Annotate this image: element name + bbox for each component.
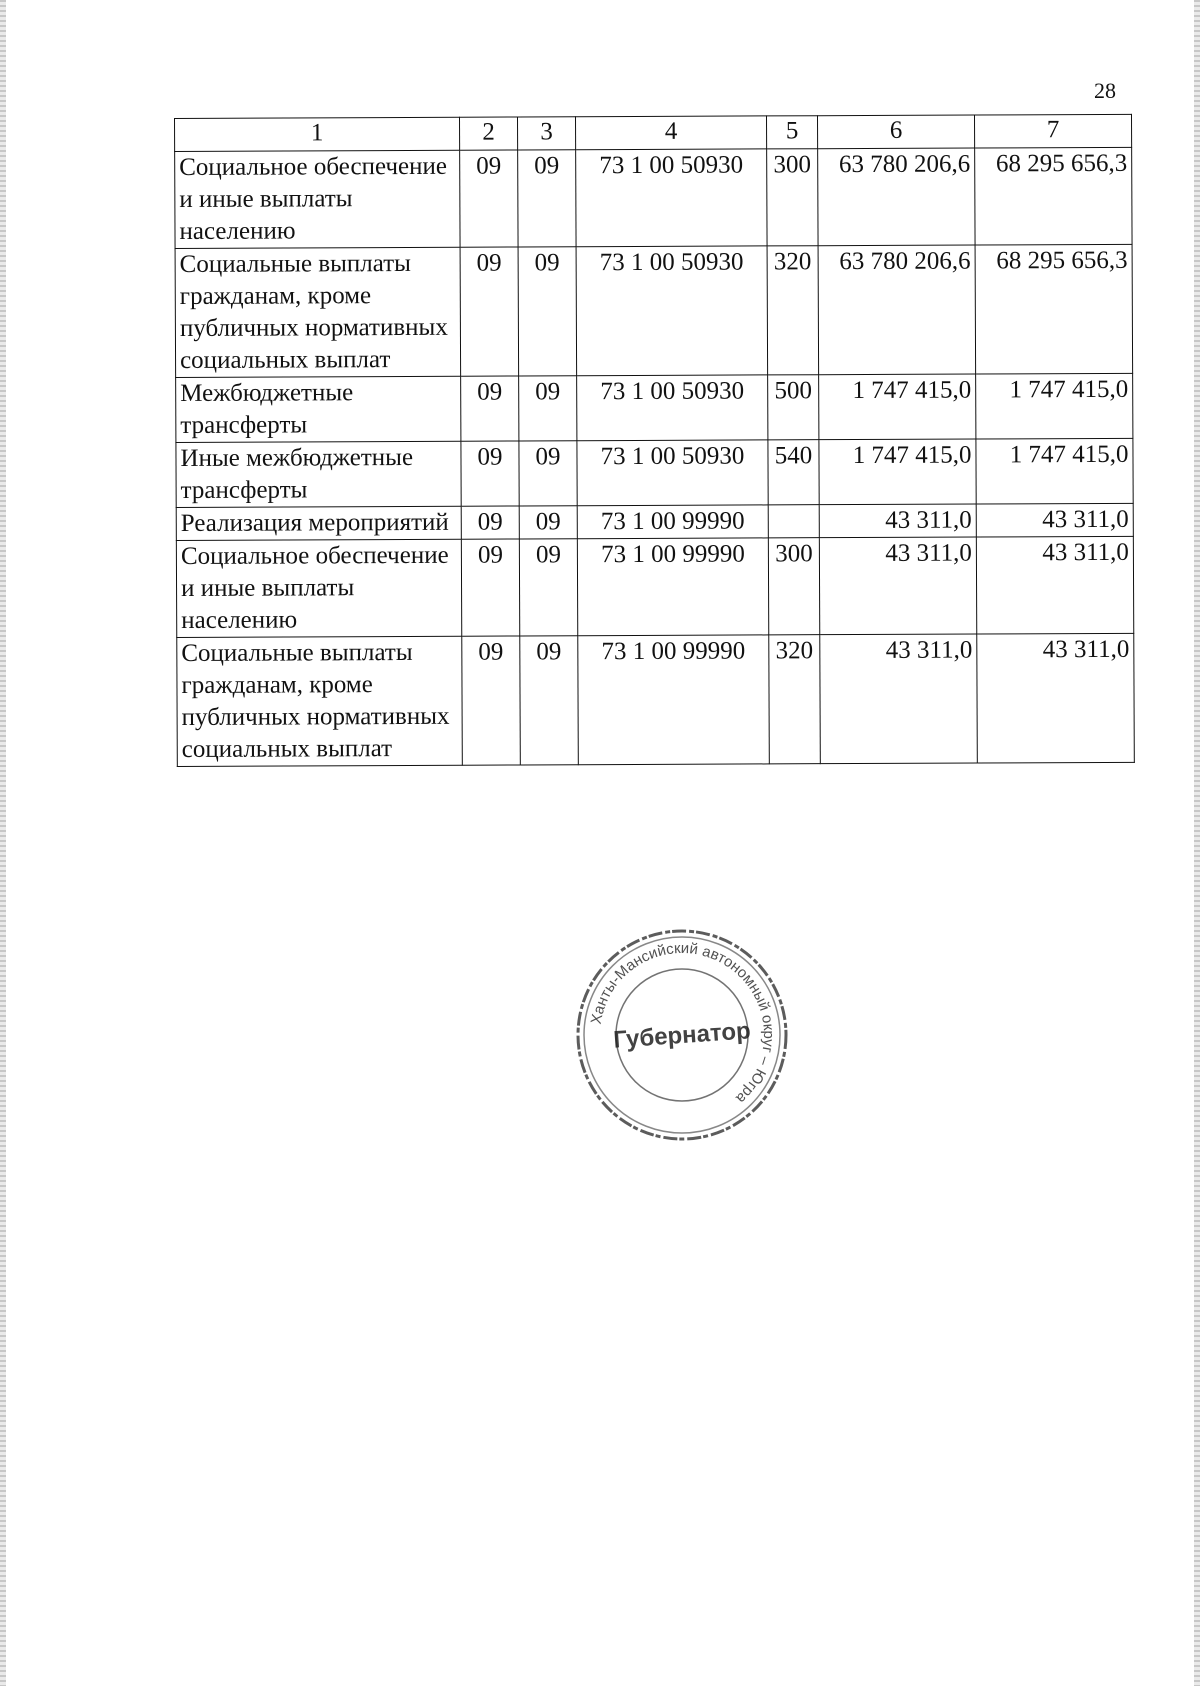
seal-ring-text: Ханты-Мансийский автономный округ – Югра [587,939,778,1107]
table-row [176,438,1133,507]
cell-amount-2: 68 295 656,3 [975,147,1132,245]
cell-amount-2: 43 311,0 [976,536,1133,634]
cell-name: Социальные выплаты гражданам, кроме публичных нормативных социальных выплат [175,247,461,377]
cell-subsection: 09 [519,539,577,636]
cell-amount-2: 1 747 415,0 [976,373,1133,439]
table-row [176,536,1133,637]
cell-amount-2: 43 311,0 [976,503,1133,537]
cell-subsection: 09 [519,376,577,441]
cell-target-code: 73 1 00 50930 [576,149,767,247]
table-row [175,147,1132,248]
cell-subsection: 09 [520,636,579,765]
cell-name: Иные межбюджетные трансферты [176,441,461,507]
cell-name: Социальное обеспечение и иные выплаты населению [175,150,460,248]
cell-target-code: 73 1 00 99990 [577,538,768,636]
cell-amount-1: 63 780 206,6 [818,148,975,246]
cell-expense-type: 320 [767,246,819,375]
cell-expense-type: 320 [769,635,821,764]
governor-seal [572,925,792,1145]
cell-amount-1: 43 311,0 [819,537,976,635]
cell-amount-1: 1 747 415,0 [819,374,976,440]
header-col-3: 3 [517,117,575,150]
cell-amount-1: 43 311,0 [820,634,978,764]
table-row [177,633,1135,766]
header-col-1: 1 [175,117,460,151]
header-col-6: 6 [817,115,974,149]
cell-target-code: 73 1 00 50930 [577,375,768,441]
scan-edge-right [1194,0,1200,1686]
cell-subsection: 09 [518,150,576,247]
cell-amount-2: 1 747 415,0 [976,438,1133,504]
table-row [175,244,1133,377]
header-row [175,114,1132,151]
header-col-7: 7 [974,114,1131,148]
cell-section: 09 [461,539,519,636]
cell-section: 09 [460,150,518,247]
scan-edge-left [0,0,6,1686]
seal-center-text: Губернатор [612,1017,752,1054]
cell-amount-1: 1 747 415,0 [819,439,976,505]
cell-amount-1: 63 780 206,6 [818,245,976,375]
header-col-4: 4 [575,116,766,150]
table-row [176,503,1133,540]
cell-name: Межбюджетные трансферты [176,376,461,442]
budget-table [174,114,1135,767]
cell-section: 09 [461,376,519,441]
cell-target-code: 73 1 00 99990 [578,635,770,765]
cell-subsection: 09 [519,441,577,506]
cell-expense-type [768,505,819,538]
header-col-2: 2 [459,117,517,150]
cell-target-code: 73 1 00 50930 [577,440,768,506]
cell-target-code: 73 1 00 50930 [576,246,768,376]
cell-name: Реализация мероприятий [176,506,461,540]
cell-expense-type: 500 [768,375,819,440]
cell-amount-1: 43 311,0 [819,504,976,538]
page-number: 28 [1094,78,1116,103]
cell-name: Социальное обеспечение и иные выплаты населению [176,539,461,637]
table-row [176,373,1133,442]
cell-section: 09 [461,506,519,539]
cell-expense-type: 540 [768,440,819,505]
cell-subsection: 09 [519,506,577,539]
header-col-5: 5 [766,116,817,149]
cell-name: Социальные выплаты гражданам, кроме публичных нормативных социальных выплат [177,636,463,766]
cell-section: 09 [460,247,519,376]
cell-amount-2: 68 295 656,3 [975,244,1133,374]
cell-subsection: 09 [518,247,577,376]
cell-target-code: 73 1 00 99990 [577,505,768,539]
cell-section: 09 [462,636,521,765]
cell-amount-2: 43 311,0 [977,633,1135,763]
cell-expense-type: 300 [768,538,819,635]
cell-section: 09 [461,441,519,506]
cell-expense-type: 300 [767,149,818,246]
